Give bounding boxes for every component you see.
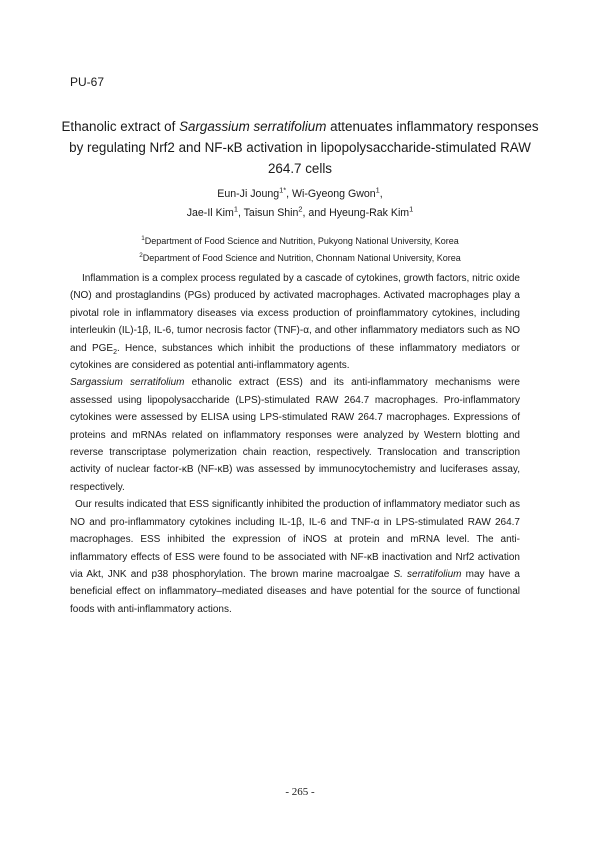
- paragraph-3: [70, 496, 520, 618]
- abstract-code: PU-67: [70, 75, 105, 89]
- author-separator: ,: [379, 188, 383, 200]
- title-species: Sargassium serratifolium: [179, 119, 327, 134]
- author-1-sup: 1*: [279, 185, 287, 195]
- author-list: [80, 185, 520, 223]
- affiliation-1-sup: 1: [141, 235, 145, 242]
- affiliation-2: [70, 250, 530, 267]
- author-separator: ,: [286, 188, 293, 200]
- author-separator-and: , and: [302, 207, 330, 219]
- affiliation-2-text: Department of Food Science and Nutrition, Chonnam National University, Korea: [142, 253, 461, 263]
- paragraph-3-text-b: may have a beneficial effect on inflammatory–mediated diseases and have potential for the source of functional foods with anti-inflammatory actions.: [70, 568, 520, 615]
- paragraph-2: [70, 374, 520, 496]
- paragraph-2-species: Sargassium serratifolium: [70, 377, 185, 389]
- paragraph-2-text: ethanolic extract (ESS) and its anti-inflammatory mechanisms were assessed using lipopolysaccharide (LPS)-stimulated RAW 264.7 macrophages. Pro-inflammatory cytokines were assessed by ELISA using LPS-stimulated RAW 264.7 macrophages. Expressions of proteins and mRNAs related on inflammatory responses were analyzed by Western blotting and reverse transcriptase polymerization chain reaction, respectively. Translocation and transcription activity of nuclear factor-κB (NF-κB) was assessed by immunocytochemistry and luciferases assay, respectively.: [70, 377, 520, 493]
- pge-subscript: 2: [113, 348, 117, 356]
- author-4-sup: 2: [298, 204, 303, 214]
- author-5-sup: 1: [409, 204, 414, 214]
- author-2: Wi-Gyeong Gwon: [292, 188, 376, 200]
- author-4: Taisun Shin: [243, 207, 299, 219]
- affiliations: [70, 233, 530, 267]
- author-separator: ,: [237, 207, 244, 219]
- author-3: Jae-Il Kim: [186, 207, 234, 219]
- paper-title: [60, 116, 540, 179]
- author-3-sup: 1: [233, 204, 238, 214]
- author-1: Eun-Ji Joung: [217, 188, 280, 200]
- author-5: Hyeung-Rak Kim: [329, 207, 410, 219]
- affiliation-1-text: Department of Food Science and Nutrition, Pukyong National University, Korea: [144, 236, 459, 246]
- affiliation-1: [70, 233, 530, 250]
- paragraph-3-species: S. serratifolium: [393, 568, 462, 580]
- page-number: - 265 -: [285, 786, 315, 798]
- paragraph-1: [70, 270, 520, 374]
- affiliation-2-sup: 2: [139, 252, 143, 259]
- title-part1: Ethanolic extract of: [61, 119, 180, 134]
- paragraph-1-text-b: . Hence, substances which inhibit the productions of these inflammatory mediators or cytokines are considered as potential anti-inflammatory agents.: [70, 342, 520, 372]
- paragraph-3-text-a: Our results indicated that ESS significantly inhibited the production of inflammatory mediator such as NO and pro-inflammatory cytokines including IL-1β, IL-6 and TNF-α in LPS-stimulated RAW 264.7 macrophages. ESS inhibited the expression of iNOS at protein and mRNA level. The anti-inflammatory effects of ESS were found to be associated with NF-κB inactivation and Nrf2 activation via Akt, JNK and p38 phosphorylation. The brown marine macroalgae: [70, 499, 520, 580]
- title-part2: attenuates inflammatory responses by regulating Nrf2 and NF-κB activation in lipopolysaccharide-stimulated RAW 264.7 cells: [69, 119, 539, 176]
- abstract-body: [70, 270, 520, 618]
- paragraph-1-text-a: Inflammation is a complex process regulated by a cascade of cytokines, growth factors, nitric oxide (NO) and prostaglandins (PGs) produced by activated macrophages. Activated macrophages play a pivotal role in inflammatory diseases via excess production of proinflammatory cytokines, including interleukin (IL)-1β, IL-6, tumor necrosis factor (TNF)-α, and other inflammatory mediators such as NO and PGE: [70, 273, 520, 354]
- author-2-sup: 1: [375, 185, 380, 195]
